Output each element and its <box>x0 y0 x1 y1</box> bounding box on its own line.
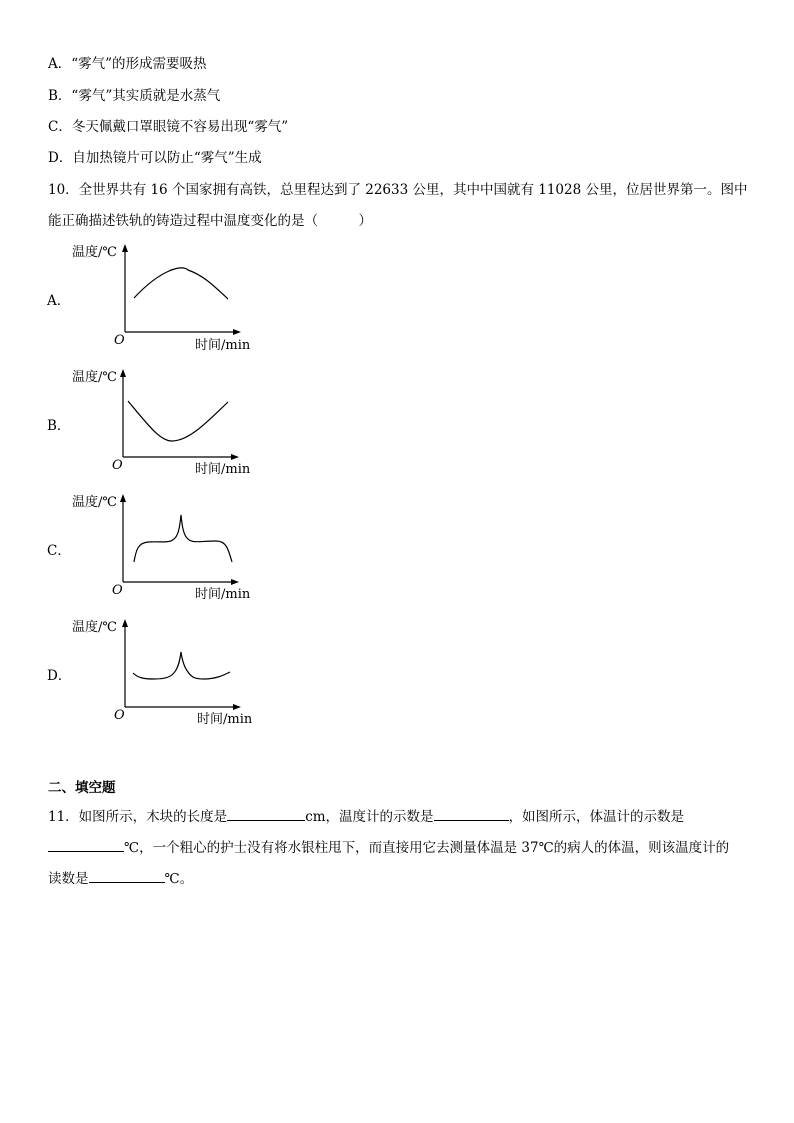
section-title-fill-in: 二、填空题 <box>48 780 116 796</box>
q11-text-1: 11．如图所示，木块的长度是 <box>48 809 228 825</box>
graph-d-label: D． <box>47 668 72 684</box>
graph-c-x-arrow <box>231 579 239 585</box>
q11-text-4: ℃，一个粗心的护士没有将水银柱甩下，而直接用它去测量体温是 37℃的病人的体温，则该温度计的 <box>124 840 730 856</box>
option-d-q9: D．自加热镜片可以防止“雾气”生成 <box>48 150 262 166</box>
question-10-line1: 10．全世界共有 16 个国家拥有高铁，总里程达到了 22633 公里，其中中国就有 11028 公里，位居世界第一。图中 <box>48 182 748 198</box>
graph-b-y-arrow <box>120 369 126 377</box>
graph-b-xlabel: 时间/min <box>195 462 251 477</box>
graph-a-xlabel: 时间/min <box>195 338 251 353</box>
graph-d-y-arrow <box>122 619 128 627</box>
graph-d-xlabel: 时间/min <box>197 712 253 727</box>
graph-b-curve <box>128 401 228 441</box>
graph-c-curve <box>134 515 232 562</box>
graph-d-curve <box>133 652 230 679</box>
graph-c-label: C． <box>47 543 71 559</box>
question-11-line1 <box>48 806 684 826</box>
graph-a-origin: O <box>114 333 125 348</box>
graph-d-origin: O <box>114 708 125 723</box>
blank-clinical-thermometer[interactable] <box>48 837 124 852</box>
graph-b <box>70 365 270 481</box>
option-b-q9: B．“雾气”其实质就是水蒸气 <box>48 88 221 104</box>
option-a-q9: A．“雾气”的形成需要吸热 <box>48 56 207 72</box>
graph-b-ylabel: 温度/℃ <box>72 370 117 385</box>
graph-a-curve <box>134 268 228 299</box>
option-c-q9: C．冬天佩戴口罩眼镜不容易出现“雾气” <box>48 119 289 135</box>
graph-c-origin: O <box>112 583 123 598</box>
graph-c-ylabel: 温度/℃ <box>72 495 117 510</box>
graph-c-xlabel: 时间/min <box>195 587 251 602</box>
graph-a <box>70 240 270 356</box>
graph-d-x-arrow <box>233 704 241 710</box>
question-11-line2 <box>48 837 729 857</box>
graph-a-label: A． <box>47 293 71 309</box>
graph-d <box>70 615 270 731</box>
graph-b-origin: O <box>112 458 123 473</box>
question-11-line3 <box>48 868 193 888</box>
graph-a-y-arrow <box>122 244 128 252</box>
graph-c-y-arrow <box>120 494 126 502</box>
blank-thermometer[interactable] <box>434 806 509 821</box>
graph-a-x-arrow <box>233 329 241 335</box>
graph-b-label: B． <box>47 418 71 434</box>
graph-b-x-arrow <box>231 454 239 460</box>
question-10-line2: 能正确描述铁轨的铸造过程中温度变化的是（ ） <box>48 213 372 229</box>
graph-d-ylabel: 温度/℃ <box>72 620 117 635</box>
graph-a-ylabel: 温度/℃ <box>72 245 117 260</box>
blank-reading[interactable] <box>89 868 165 883</box>
q11-text-3: ，如图所示，体温计的示数是 <box>508 809 685 825</box>
graph-c <box>70 490 270 606</box>
q11-text-5: 读数是 <box>48 871 89 887</box>
q11-text-2: cm，温度计的示数是 <box>305 809 434 825</box>
q11-text-6: ℃。 <box>164 871 194 887</box>
blank-length[interactable] <box>227 806 305 821</box>
